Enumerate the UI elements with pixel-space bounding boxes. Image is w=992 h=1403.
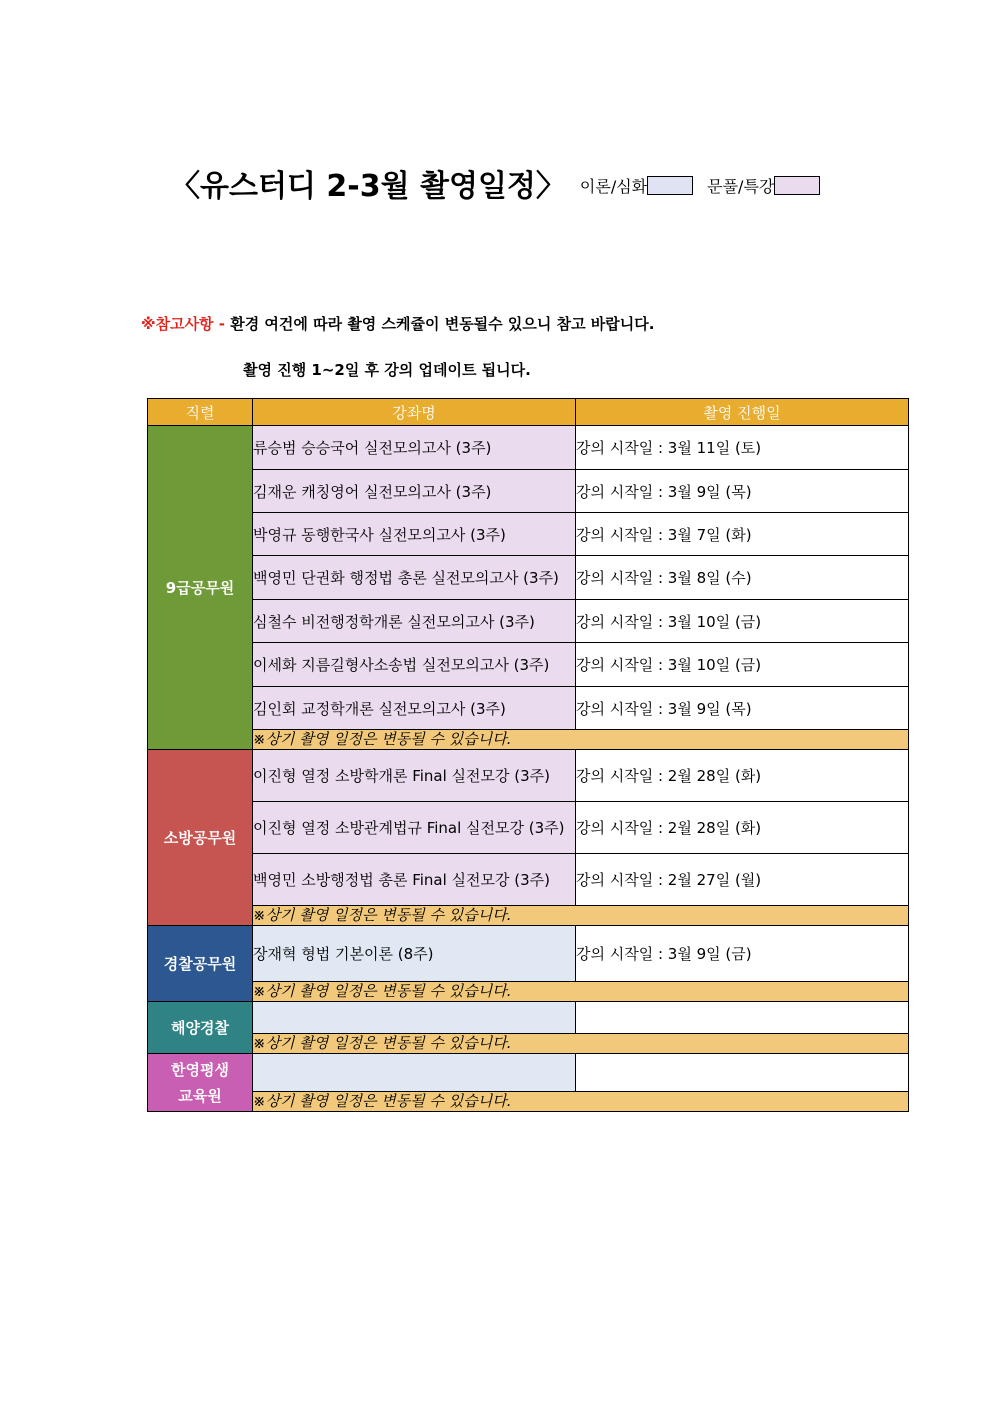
page-title: 〈유스터디 2-3월 촬영일정〉 [170, 169, 566, 204]
shoot-date [576, 1054, 909, 1092]
course-name: 심철수 비전행정학개론 실전모의고사 (3주) [253, 600, 576, 643]
note-text-1: 환경 여건에 따라 촬영 스케쥴이 변동될수 있으니 참고 바랍니다. [225, 315, 655, 333]
course-name: 이진형 열정 소방관계법규 Final 실전모강 (3주) [253, 802, 576, 854]
table-row [148, 470, 909, 513]
category-경찰공무원: 경찰공무원 [148, 926, 253, 1002]
schedule-table [147, 398, 909, 1112]
course-name: 백영민 단권화 행정법 총론 실전모의고사 (3주) [253, 556, 576, 600]
notice-row [148, 1092, 909, 1112]
table-row [148, 513, 909, 556]
category-소방공무원: 소방공무원 [148, 750, 253, 926]
note-line-2: 촬영 진행 1~2일 후 강의 업데이트 됩니다. [243, 361, 531, 379]
category-line-2: 교육원 [178, 1086, 222, 1105]
course-name: 김재운 캐칭영어 실전모의고사 (3주) [253, 470, 576, 513]
category-line-1: 한영평생 [171, 1060, 229, 1079]
title-row [170, 160, 820, 206]
course-name: 이진형 열정 소방학개론 Final 실전모강 (3주) [253, 750, 576, 802]
notice-row [148, 906, 909, 926]
shoot-date: 강의 시작일 : 3월 11일 (토) [576, 426, 909, 470]
table-row [148, 1054, 909, 1092]
table-row [148, 643, 909, 687]
legend-theory-swatch [647, 176, 693, 195]
schedule-notice: ※상기 촬영 일정은 변동될 수 있습니다. [253, 906, 909, 926]
schedule-notice: ※상기 촬영 일정은 변동될 수 있습니다. [253, 1034, 909, 1054]
table-row [148, 802, 909, 854]
shoot-date: 강의 시작일 : 3월 9일 (목) [576, 687, 909, 730]
table-row [148, 600, 909, 643]
note-prefix: ※참고사항 - [141, 315, 225, 333]
notice-row [148, 1034, 909, 1054]
course-name: 김인회 교정학개론 실전모의고사 (3주) [253, 687, 576, 730]
note-line-1 [141, 313, 654, 334]
category-9급공무원: 9급공무원 [148, 426, 253, 750]
shoot-date: 강의 시작일 : 3월 9일 (금) [576, 926, 909, 982]
legend-special-swatch [774, 176, 820, 195]
course-name: 류승범 승승국어 실전모의고사 (3주) [253, 426, 576, 470]
shoot-date: 강의 시작일 : 3월 10일 (금) [576, 643, 909, 687]
shoot-date [576, 1002, 909, 1034]
schedule-notice: ※상기 촬영 일정은 변동될 수 있습니다. [253, 982, 909, 1002]
header-category: 직렬 [148, 399, 253, 426]
schedule-notice: ※상기 촬영 일정은 변동될 수 있습니다. [253, 730, 909, 750]
course-name [253, 1002, 576, 1034]
table-row [148, 1002, 909, 1034]
table-row [148, 556, 909, 600]
shoot-date: 강의 시작일 : 3월 10일 (금) [576, 600, 909, 643]
shoot-date: 강의 시작일 : 3월 8일 (수) [576, 556, 909, 600]
course-name: 박영규 동행한국사 실전모의고사 (3주) [253, 513, 576, 556]
legend-special-label: 문풀/특강 [707, 176, 775, 196]
header-course: 강좌명 [253, 399, 576, 426]
shoot-date: 강의 시작일 : 3월 7일 (화) [576, 513, 909, 556]
shoot-date: 강의 시작일 : 2월 28일 (화) [576, 802, 909, 854]
header-row [148, 399, 909, 426]
shoot-date: 강의 시작일 : 2월 27일 (월) [576, 854, 909, 906]
table-row [148, 926, 909, 982]
table-row [148, 426, 909, 470]
schedule-notice: ※상기 촬영 일정은 변동될 수 있습니다. [253, 1092, 909, 1112]
course-name: 백영민 소방행정법 총론 Final 실전모강 (3주) [253, 854, 576, 906]
legend-theory-label: 이론/심화 [579, 176, 648, 196]
legend [580, 174, 820, 197]
course-name [253, 1054, 576, 1092]
table-row [148, 687, 909, 730]
shoot-date: 강의 시작일 : 2월 28일 (화) [576, 750, 909, 802]
notice-row [148, 730, 909, 750]
shoot-date: 강의 시작일 : 3월 9일 (목) [576, 470, 909, 513]
course-name: 장재혁 형법 기본이론 (8주) [253, 926, 576, 982]
table-row [148, 750, 909, 802]
table-row [148, 854, 909, 906]
notice-row [148, 982, 909, 1002]
course-name: 이세화 지름길형사소송법 실전모의고사 (3주) [253, 643, 576, 687]
category-한영평생교육원 [148, 1054, 253, 1112]
category-해양경찰: 해양경찰 [148, 1002, 253, 1054]
header-date: 촬영 진행일 [576, 399, 909, 426]
